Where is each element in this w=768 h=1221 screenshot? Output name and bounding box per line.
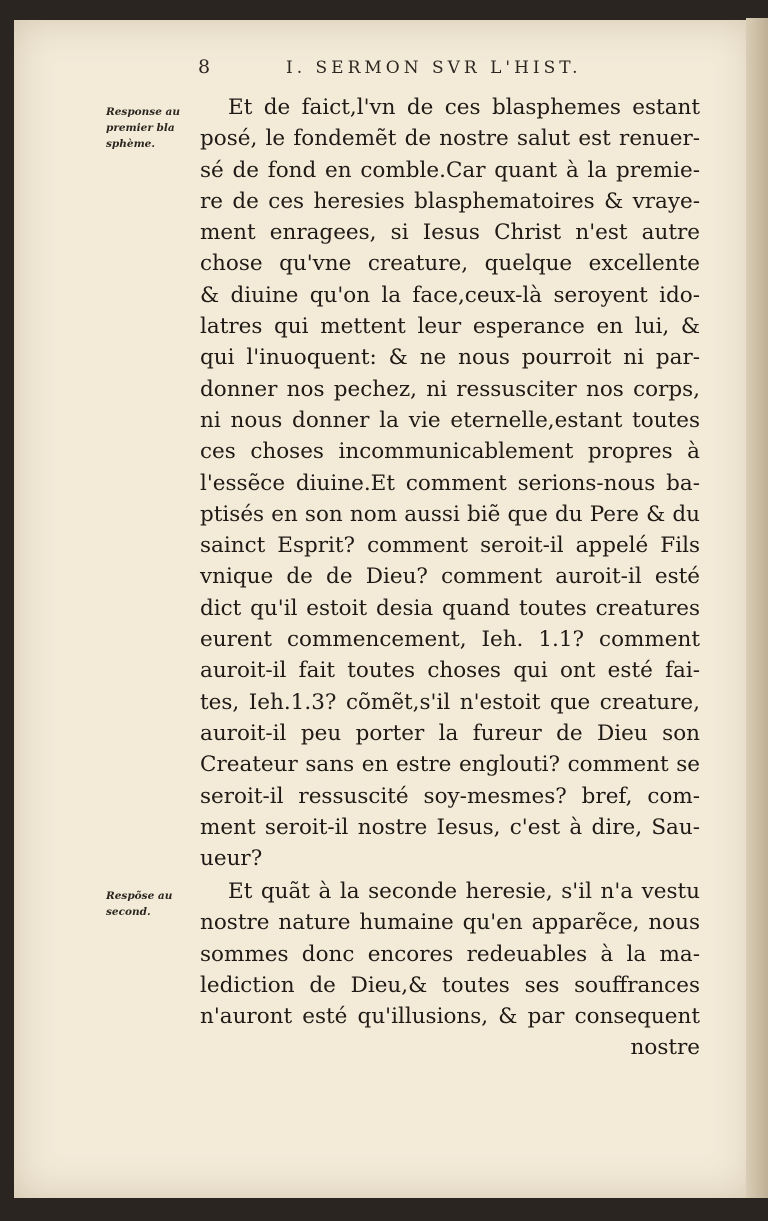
text-line: n'auront esté qu'illusions, & par consequent xyxy=(200,1004,700,1030)
text-line: tes, Ieh.1.3? cõmẽt,s'il n'estoit que creature, xyxy=(200,689,700,715)
text-line: vnique de de Dieu? comment auroit-il esté xyxy=(200,564,700,590)
margin-note-first: Response au premier bla sphème. xyxy=(106,106,180,150)
text-line: lediction de Dieu,& toutes ses souffrances xyxy=(200,972,700,998)
text-line: Et de faict,l'vn de ces blasphemes estant xyxy=(228,95,700,120)
text-line: l'essẽce diuine.Et comment serions-nous ba- xyxy=(200,470,700,496)
text-line: eurent commencement, Ieh. 1.1? comment xyxy=(200,627,700,653)
text-line: qui l'inuoquent: & ne nous pourroit ni par- xyxy=(200,345,700,371)
text-line: latres qui mettent leur esperance en lui, & xyxy=(200,314,700,340)
text-line: auroit-il peu porter la fureur de Dieu son xyxy=(200,720,700,746)
page-number: 8 xyxy=(198,56,211,78)
text-line: sé de fond en comble.Car quant à la premie- xyxy=(200,157,700,183)
text-line: Et quãt à la seconde heresie, s'il n'a vestu xyxy=(228,879,700,904)
text-line: Createur sans en estre englouti? comment se xyxy=(200,752,700,778)
running-title: I. SERMON SVR L'HIST. xyxy=(286,58,582,78)
text-line: sommes donc encores redeuables à la ma- xyxy=(200,941,700,967)
text-line: auroit-il fait toutes choses qui ont esté fai- xyxy=(200,658,700,684)
text-line: ment seroit-il nostre Iesus, c'est à dire, Sau- xyxy=(200,814,700,840)
page-header xyxy=(198,56,718,86)
text-line: & diuine qu'on la face,ceux-là seroyent ido- xyxy=(200,282,700,308)
text-line: ni nous donner la vie eternelle,estant toutes xyxy=(200,407,700,433)
text-line: donner nos pechez, ni ressusciter nos corps, xyxy=(200,376,700,402)
body-paragraph-1 xyxy=(200,92,700,874)
text-line: chose qu'vne creature, quelque excellente xyxy=(200,251,700,277)
text-line: ptisés en son nom aussi biẽ que du Pere & du xyxy=(200,501,700,527)
catchword: nostre xyxy=(630,1035,700,1061)
text-line: sainct Esprit? comment seroit-il appelé Fils xyxy=(200,533,700,559)
text-line: posé, le fondemẽt de nostre salut est renuer- xyxy=(200,126,700,152)
page-edge xyxy=(746,18,768,1198)
text-line: ment enragees, si Iesus Christ n'est autre xyxy=(200,220,700,246)
text-line: seroit-il ressuscité soy-mesmes? bref, com- xyxy=(200,783,700,809)
text-line: ueur? xyxy=(200,846,263,872)
text-line: dict qu'il estoit desia quand toutes creatures xyxy=(200,595,700,621)
text-line: ces choses incommunicablement propres à xyxy=(200,439,700,465)
body-paragraph-2 xyxy=(200,876,700,1064)
text-line: re de ces heresies blasphematoires & vraye- xyxy=(200,188,700,214)
text-line: nostre nature humaine qu'en apparẽce, nous xyxy=(200,910,700,936)
margin-note-second: Respõse au second. xyxy=(106,890,173,918)
